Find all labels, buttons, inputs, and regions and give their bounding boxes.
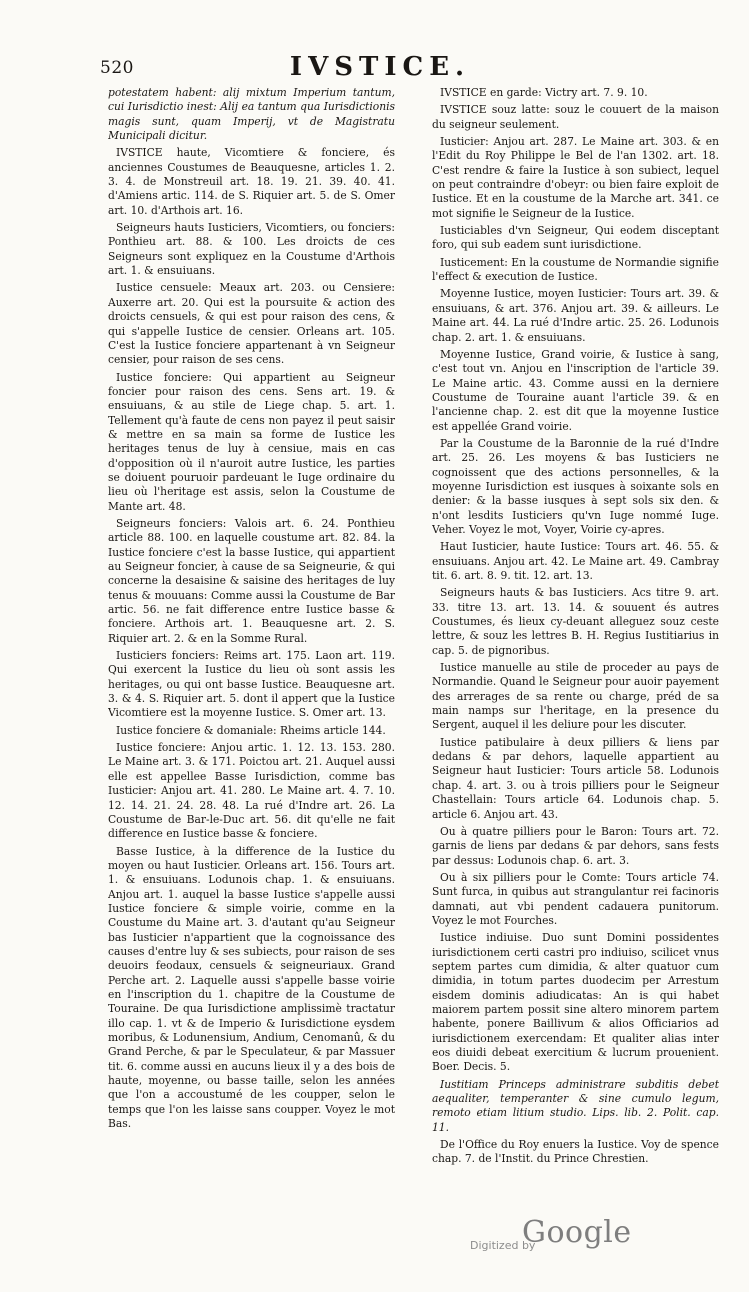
paragraph: Iustice fonciere: Anjou artic. 1. 12. 13. 153. 280. Le Maine art. 3. & 171. Poictou art. 21. Auquel aussi elle est appellee Basse Iurisdiction, comme bas Iusticier: Anjou art. 41. 280. Le Maine art. 4. 7. 10. 12. 14. 21. 24. 28. 48. La rué d'Indre art. 26. La Coustume de Bar-le-Duc art. 56. dit qu'elle ne fait difference en Iustice basse & fonciere. — [108, 741, 395, 841]
text-columns — [108, 86, 718, 1176]
paragraph: Iusticiables d'vn Seigneur, Qui eodem disceptant foro, qui sub eadem sunt iurisdictione. — [432, 224, 719, 252]
paragraph: Moyenne Iustice, moyen Iusticier: Tours art. 39. & ensuiuans, & art. 376. Anjou art. 39. & ailleurs. Le Maine art. 44. La rué d'Indre artic. 25. 26. Lodunois chap. 2. art. 1. & ensuiuans. — [432, 287, 719, 344]
watermark-prefix: Digitized by — [470, 1239, 536, 1252]
paragraph: potestatem habent: alij mixtum Imperium tantum, cui Iurisdictio inest: Alij ea tantum qua Iurisdictionis magis sunt, quam Imperij, vt de Magistratu Municipali dicitur. — [108, 86, 395, 143]
paragraph: Iustice fonciere: Qui appartient au Seigneur foncier pour raison des cens. Sens art. 19. & ensuiuans, & au stile de Liege chap. 5. art. 1. Tellement qu'à faute de cens non payez il peut saisir & mettre en sa main sa forme de Iustice les heritages tenus de luy à censiue, mais en cas d'opposition où il n'auroit autre Iustice, les parties se doiuent pouruoir pardeuant le Iuge ordinaire du lieu où l'heritage est assis, selon la Coustume de Mante art. 48. — [108, 370, 395, 513]
paragraph: IVSTICE en garde: Victry art. 7. 9. 10. — [440, 86, 648, 99]
paragraph: Ou à six pilliers pour le Comte: Tours article 74. Sunt furca, in quibus aut strangulantur rei facinoris damnati, aut vbi pendent cadauera punitorum. Voyez le mot Fourches. — [432, 870, 719, 927]
left-column — [108, 86, 395, 1176]
paragraph: Iusticement: En la coustume de Normandie signifie l'effect & execution de Iustice. — [432, 255, 719, 284]
paragraph: Seigneurs fonciers: Valois art. 6. 24. Ponthieu article 88. 100. en laquelle coustume art. 82. 84. la Iustice fonciere c'est la basse Iustice, qui appartient au Seigneur foncier, à cause de sa Seigneurie, & qui concerne la desaisine & saisine des heritages de luy tenus & mouuans: Comme aussi la Coustume de Bar artic. 56. ne fait difference entre Iustice basse & fonciere. Arthois art. 1. Beauquesne art. 2. S. Riquier art. 2. & en la Somme Rural. — [108, 516, 395, 645]
paragraph: Iustice patibulaire à deux pilliers & liens par dedans & par dehors, laquelle appartient au Seigneur haut Iusticier: Tours article 58. Lodunois chap. 4. art. 3. ou à trois pilliers pour le Seigneur Chastellain: Tours article 64. Lodunois chap. 5. article 6. Anjou art. 43. — [432, 735, 719, 821]
paragraph: Basse Iustice, à la difference de la Iustice du moyen ou haut Iusticier. Orleans art. 156. Tours art. 1. & ensuiuans. Lodunois chap. 1. & ensuiuans. Anjou art. 1. auquel la basse Iustice s'appelle aussi Iustice fonciere & simple voirie, comme en la Coustume du Maine art. 3. d'autant qu'au Seigneur bas Iusticier n'appartient que la cognoissance des causes d'entre luy & ses subiects, pour raison de ses deuoirs feodaux, censuels & seigneuriaux. Grand Perche art. 2. Laquelle aussi s'appelle basse voirie en l'inscription du 1. chapitre de la Coustume de Touraine. De qua Iurisdictione amplissimè tractatur illo cap. 1. vt & de Imperio & Iurisdictione eysdem moribus, & Lodunensium, Andium, Cenomanû, & du Grand Perche, & par le Speculateur, & par Massuer tit. 6. comme aussi en aucuns lieux il y a des bois de haute, moyenne, ou basse taille, selon les années que l'on a accoustumé de les coupper, selon le temps que l'on les laisse sans coupper. Voyez le mot Bas. — [108, 844, 395, 1131]
paragraph: Iusticier: Anjou art. 287. Le Maine art. 303. & en l'Edit du Roy Philippe le Bel de l'an 1302. art. 18. C'est rendre & faire la Iustice à son subiect, lequel on peut contraindre d'obeyr: ou bien faire exploit de Iustice. Et en la coustume de la Marche art. 341. ce mot signifie le Seigneur de la Iustice. — [432, 135, 719, 220]
paragraph: De l'Office du Roy enuers la Iustice. Voy de spence chap. 7. de l'Instit. du Prince Chrestien. — [432, 1138, 719, 1166]
digitized-watermark — [470, 1215, 630, 1265]
paragraph: Par la Coustume de la Baronnie de la rué d'Indre art. 25. 26. Les moyens & bas Iusticiers ne cognoissent que des actions personnelles, & la moyenne Iurisdiction est iusques à soixante sols en denier: & la basse iusques à sept sols six den. & n'ont lesdits Iusticiers qu'vn Iuge nommé Iuge. Veher. Voyez le mot, Voyer, Voirie cy-apres. — [432, 436, 719, 536]
right-column — [432, 86, 719, 1176]
paragraph: Iustitiam Princeps administrare subditis debet aequaliter, temperanter & sine cumulo legum, remoto etiam litium studio. Lips. lib. 2. Polit. cap. 11. — [432, 1077, 719, 1134]
paragraph: Haut Iusticier, haute Iustice: Tours art. 46. 55. & ensuiuans. Anjou art. 42. Le Maine art. 49. Cambray tit. 6. art. 8. 9. tit. 12. art. 13. — [432, 540, 719, 582]
paragraph: Iustice censuele: Meaux art. 203. ou Censiere: Auxerre art. 20. Qui est la poursuite & action des droicts censuels, & qui est pour raison des cens, & qui s'appelle Iustice de censier. Orleans art. 105. C'est la Iustice fonciere appartenant à vn Seigneur censier, pour raison de ses cens. — [108, 281, 395, 367]
running-title: IVSTICE. — [289, 52, 471, 82]
paragraph: Iustice manuelle au stile de proceder au pays de Normandie. Quand le Seigneur pour auoir payement des arrerages de sa rente ou charge, préd de sa main namps sur l'heritage, en la presence du Sergent, auquel il les deliure pour les discuter. — [432, 661, 719, 732]
google-logo: Google — [522, 1215, 632, 1250]
paragraph: Moyenne Iustice, Grand voirie, & Iustice à sang, c'est tout vn. Anjou en l'inscription de l'article 39. Le Maine artic. 43. Comme aussi en la derniere Coustume de Touraine auant l'article 39. & en l'ancienne chap. 2. est dit que la moyenne Iustice est appellée Grand voirie. — [432, 347, 719, 433]
paragraph: Iustice fonciere & domaniale: Rheims article 144. — [116, 723, 386, 737]
page-header — [100, 52, 660, 84]
paragraph: Iustice indiuise. Duo sunt Domini possidentes iurisdictionem certi castri pro indiuiso, scilicet vnus septem partes cum dimidia, & alter quatuor cum dimidia, in totum partes duodecim per Arrestum eisdem dominis adiudicatas: An is qui habet maiorem partem possit sine altero minorem partem habente, ponere Baillivum & alios Officiarios ad iurisdictionem exercendam: Et qualiter alias inter eos diuidi debeat exercitium & lucrum prouenient. Boer. Decis. 5. — [432, 931, 719, 1074]
page-number: 520 — [100, 58, 134, 78]
paragraph: IVSTICE haute, Vicomtiere & fonciere, és anciennes Coustumes de Beauquesne, articles 1. 2. 3. 4. de Monstreuil art. 18. 19. 21. 39. 40. 41. d'Amiens artic. 114. de S. Riquier art. 5. de S. Omer art. 10. d'Arthois art. 16. — [108, 146, 395, 217]
paragraph: Ou à quatre pilliers pour le Baron: Tours art. 72. garnis de liens par dedans & par dehors, sans fests par dessus: Lodunois chap. 6. art. 3. — [432, 824, 719, 867]
paragraph: IVSTICE souz latte: souz le couuert de la maison du seigneur seulement. — [432, 103, 719, 131]
paragraph: Seigneurs hauts Iusticiers, Vicomtiers, ou fonciers: Ponthieu art. 88. & 100. Les droicts de ces Seigneurs sont expliquez en la Coustume d'Arthois art. 1. & ensuiuans. — [108, 221, 395, 278]
paragraph: Iusticiers fonciers: Reims art. 175. Laon art. 119. Qui exercent la Iustice du lieu où sont assis les heritages, ou qui ont basse Iustice. Beauquesne art. 3. & 4. S. Riquier art. 5. dont il appert que la Iustice Vicomtiere est la moyenne Iustice. S. Omer art. 13. — [108, 649, 395, 720]
paragraph: Seigneurs hauts & bas Iusticiers. Acs titre 9. art. 33. titre 13. art. 13. 14. & souuent és autres Coustumes, és lieux cy-deuant alleguez souz ceste lettre, & souz les lettres B. H. Regius Iustitiarius in cap. 5. de pignoribus. — [432, 586, 719, 657]
